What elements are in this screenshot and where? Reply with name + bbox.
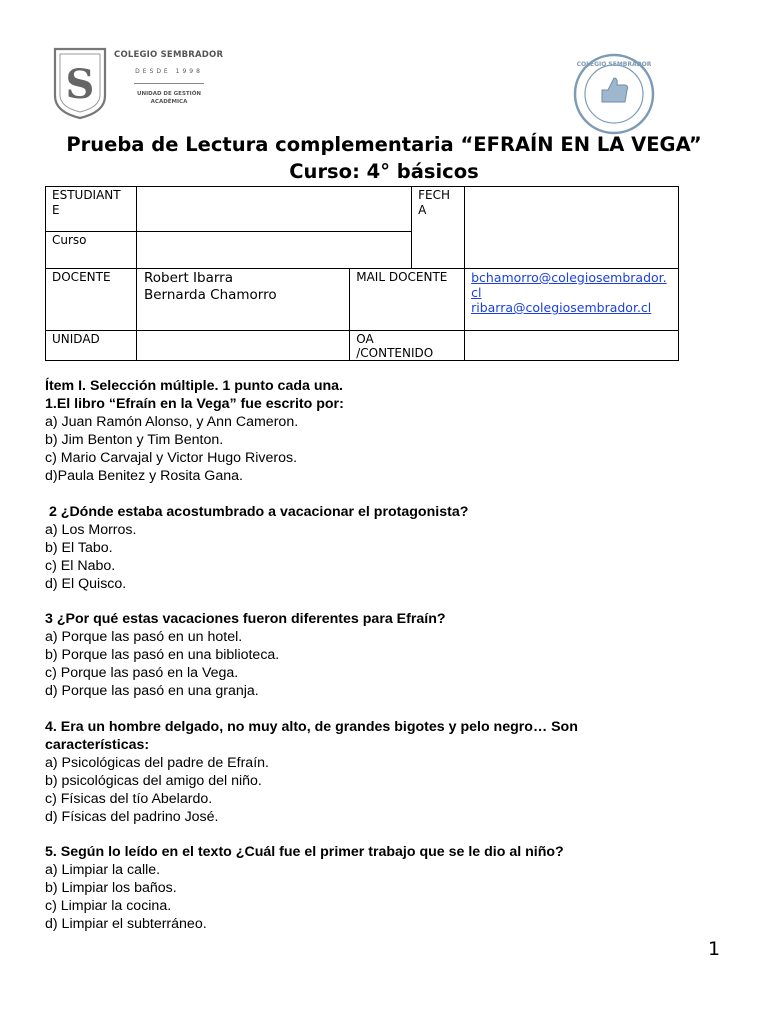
school-logo [52,44,222,122]
option: c) El Nabo. [45,557,116,574]
option: d) Físicas del padrino José. [45,808,219,825]
option: d) Limpiar el subterráneo. [45,916,207,932]
date-label: FECHA [412,187,465,269]
question-text: 1.El libro “Efraín en la Vega” fue escrito por: [45,396,344,412]
course-title: Curso: 4° básicos [289,160,479,183]
oa-label: OA /CONTENIDO [350,331,465,361]
school-seal-icon [572,52,656,136]
unit-line-2: ACADÉMICA [150,99,188,105]
unit-field[interactable] [136,331,349,361]
question-block [45,503,725,593]
option: b) psicológicas del amigo del niño. [45,772,262,789]
brand-divider [134,83,204,84]
questions-section [45,377,725,933]
student-info-table [45,186,679,361]
option: a) Los Morros. [45,521,137,538]
page-number: 1 [708,938,721,960]
option: c) Mario Carvajal y Victor Hugo Riveros. [45,450,298,466]
section-title: Ítem I. Selección múltiple. 1 punto cada una. [45,378,343,394]
option: b) El Tabo. [45,539,113,556]
option: b) Jim Benton y Tim Benton. [45,432,224,448]
shield-logo-icon [52,46,108,120]
option: c) Físicas del tío Abelardo. [45,790,213,807]
question-block [45,718,725,826]
option: a) Limpiar la calle. [45,862,161,878]
question-block [45,843,725,933]
seal-text: COLEGIO SEMBRADOR [576,61,652,68]
question-text: 3 ¿Por qué estas vacaciones fueron diferentes para Efraín? [45,611,446,627]
option: b) Porque las pasó en una biblioteca. [45,647,280,663]
option: b) Limpiar los baños. [45,880,177,896]
question-block [45,610,725,700]
option: a) Juan Ramón Alonso, y Ann Cameron. [45,414,299,430]
option: a) Psicológicas del padre de Efraín. [45,754,269,771]
email-link-2[interactable]: ribarra@colegiosembrador.cl [471,300,652,315]
teacher-2: Bernarda Chamorro [143,287,277,303]
option: d) Porque las pasó en una granja. [45,683,259,699]
teacher-label: DOCENTE [46,269,137,331]
unit-line-1: UNIDAD DE GESTIÓN [137,91,201,97]
date-field[interactable] [465,187,679,269]
question-text: 5. Según lo leído en el texto ¿Cuál fue el primer trabajo que se le dio al niño? [45,844,564,860]
student-label: ESTUDIANTE [46,187,137,232]
document-title: Prueba de Lectura complementaria “EFRAÍN EN LA VEGA” [66,133,702,156]
svg-text:S: S [65,61,95,108]
school-since: DESDE 1998 [135,68,203,75]
option: c) Limpiar la cocina. [45,898,172,914]
option: d)Paula Benitez y Rosita Gana. [45,468,243,484]
option: c) Porque las pasó en la Vega. [45,665,239,681]
option: a) Porque las pasó en un hotel. [45,629,243,645]
option: d) El Quisco. [45,575,127,592]
teacher-1: Robert Ibarra [143,270,233,286]
school-brand [114,50,224,106]
teacher-names [136,269,349,331]
school-name: COLEGIO SEMBRADOR [114,50,224,60]
oa-field[interactable] [465,331,679,361]
question-block [45,395,725,485]
course-label: Curso [46,232,137,269]
teacher-emails [465,269,679,331]
unit-label: UNIDAD [46,331,137,361]
email-link-1[interactable]: bchamorro@colegiosembrador.cl [471,270,667,300]
student-field[interactable] [136,187,411,232]
mail-label: MAIL DOCENTE [350,269,465,331]
question-text: 4. Era un hombre delgado, no muy alto, de grandes bigotes y pelo negro… Son características: [45,718,578,753]
question-text: 2 ¿Dónde estaba acostumbrado a vacacionar el protagonista? [45,503,469,520]
course-field[interactable] [136,232,411,269]
